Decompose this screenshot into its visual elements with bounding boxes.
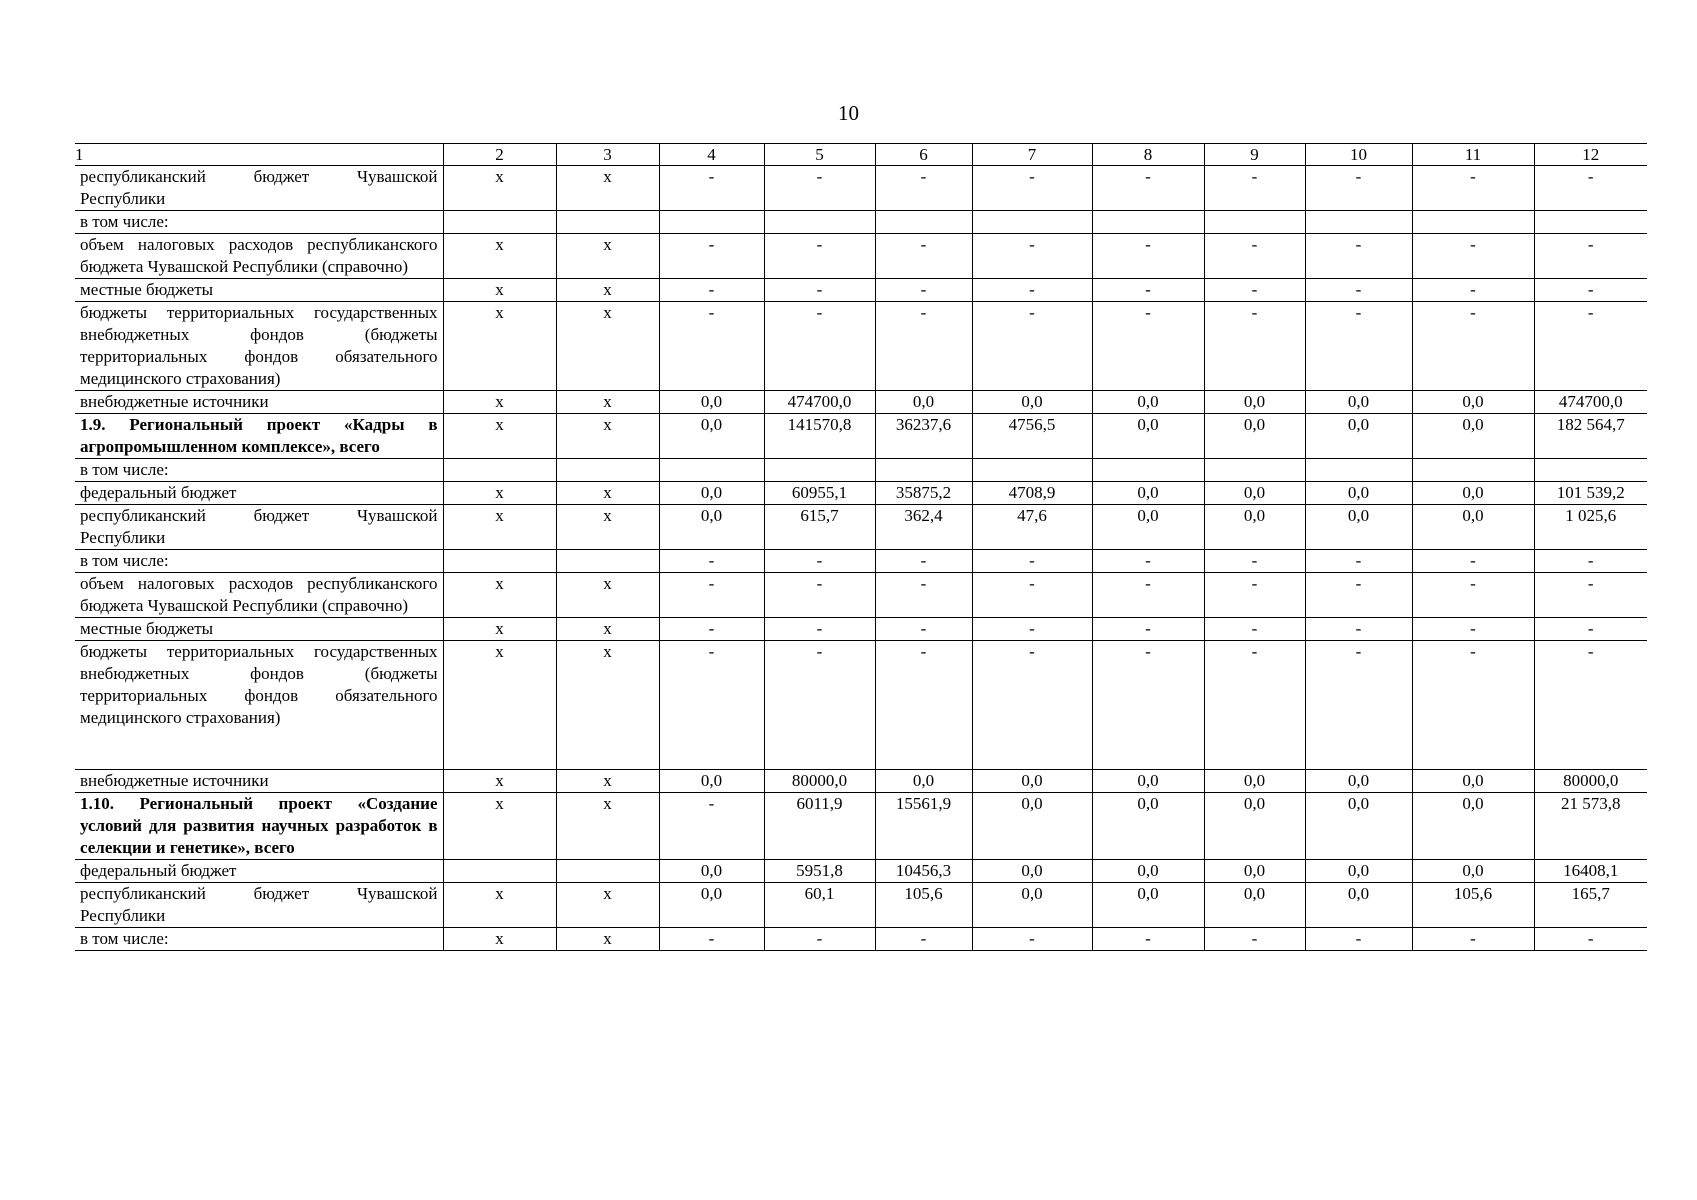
value-cell: -	[659, 641, 764, 770]
value-cell: 0,0	[1412, 482, 1534, 505]
value-cell	[1534, 211, 1647, 234]
value-cell: 0,0	[1412, 860, 1534, 883]
value-cell: 0,0	[659, 414, 764, 459]
value-cell	[764, 459, 875, 482]
value-cell: 35875,2	[875, 482, 972, 505]
value-cell: х	[556, 302, 659, 391]
value-cell: -	[764, 550, 875, 573]
value-cell: -	[972, 928, 1092, 951]
value-cell: -	[1092, 166, 1204, 211]
value-cell: х	[443, 414, 556, 459]
value-cell: -	[1204, 550, 1305, 573]
value-cell: -	[1305, 234, 1412, 279]
value-cell: -	[1412, 928, 1534, 951]
column-number-header: 6	[875, 144, 972, 166]
value-cell: -	[875, 302, 972, 391]
row-label: 1.9. Региональный проект «Кадры в агропромышленном комплексе», всего	[75, 414, 443, 459]
value-cell: -	[1412, 279, 1534, 302]
value-cell	[1305, 211, 1412, 234]
value-cell: -	[1204, 573, 1305, 618]
value-cell	[556, 550, 659, 573]
value-cell: -	[1412, 166, 1534, 211]
value-cell: -	[1092, 928, 1204, 951]
value-cell: -	[659, 234, 764, 279]
value-cell: 0,0	[659, 391, 764, 414]
column-number-header: 8	[1092, 144, 1204, 166]
value-cell: х	[556, 279, 659, 302]
value-cell: х	[556, 770, 659, 793]
value-cell: 21 573,8	[1534, 793, 1647, 860]
row-label: в том числе:	[75, 459, 443, 482]
value-cell: -	[764, 573, 875, 618]
row-label: республиканский бюджет Чувашской Республики	[75, 883, 443, 928]
value-cell: -	[659, 928, 764, 951]
value-cell: -	[1534, 641, 1647, 770]
value-cell: -	[1534, 573, 1647, 618]
row-label: республиканский бюджет Чувашской Республики	[75, 166, 443, 211]
value-cell: 0,0	[1412, 505, 1534, 550]
value-cell: -	[1534, 618, 1647, 641]
table-row	[75, 234, 1647, 279]
value-cell: х	[556, 414, 659, 459]
value-cell: -	[764, 166, 875, 211]
value-cell: 0,0	[1092, 860, 1204, 883]
row-label: внебюджетные источники	[75, 770, 443, 793]
value-cell: -	[1204, 234, 1305, 279]
budget-table	[75, 143, 1647, 951]
value-cell: х	[556, 793, 659, 860]
value-cell	[764, 211, 875, 234]
value-cell	[443, 211, 556, 234]
value-cell: 0,0	[1305, 505, 1412, 550]
value-cell: 0,0	[1092, 883, 1204, 928]
column-number-header: 7	[972, 144, 1092, 166]
value-cell	[1305, 459, 1412, 482]
value-cell: 165,7	[1534, 883, 1647, 928]
value-cell: -	[659, 166, 764, 211]
value-cell: -	[1534, 279, 1647, 302]
value-cell: 0,0	[1412, 391, 1534, 414]
value-cell: 105,6	[875, 883, 972, 928]
row-label: объем налоговых расходов республиканского бюджета Чувашской Республики (справочно)	[75, 234, 443, 279]
value-cell: 0,0	[1204, 505, 1305, 550]
value-cell: -	[875, 928, 972, 951]
value-cell: -	[1305, 166, 1412, 211]
value-cell: 0,0	[1092, 505, 1204, 550]
value-cell: 105,6	[1412, 883, 1534, 928]
value-cell: -	[972, 573, 1092, 618]
value-cell: -	[972, 279, 1092, 302]
value-cell: -	[1534, 234, 1647, 279]
value-cell: -	[1092, 618, 1204, 641]
table-row	[75, 793, 1647, 860]
value-cell: -	[1534, 550, 1647, 573]
value-cell: х	[556, 573, 659, 618]
value-cell: 0,0	[1092, 793, 1204, 860]
value-cell: -	[1305, 550, 1412, 573]
row-label: местные бюджеты	[75, 279, 443, 302]
value-cell: х	[443, 573, 556, 618]
value-cell: х	[556, 482, 659, 505]
value-cell: 47,6	[972, 505, 1092, 550]
value-cell: х	[556, 883, 659, 928]
value-cell: 0,0	[1412, 793, 1534, 860]
column-number-header: 10	[1305, 144, 1412, 166]
value-cell: -	[1092, 302, 1204, 391]
table-row	[75, 211, 1647, 234]
value-cell: -	[764, 302, 875, 391]
row-label: внебюджетные источники	[75, 391, 443, 414]
column-number-header: 12	[1534, 144, 1647, 166]
row-label: 1.10. Региональный проект «Создание условий для развития научных разработок в селекции и генетике», всего	[75, 793, 443, 860]
value-cell	[1534, 459, 1647, 482]
value-cell: -	[1204, 928, 1305, 951]
row-label: бюджеты территориальных государственных внебюджетных фондов (бюджеты территориальных фондов обязательного медицинского страхования)	[75, 302, 443, 391]
value-cell: х	[443, 391, 556, 414]
value-cell: -	[1305, 618, 1412, 641]
value-cell: -	[972, 618, 1092, 641]
value-cell: -	[875, 234, 972, 279]
row-label: объем налоговых расходов республиканского бюджета Чувашской Республики (справочно)	[75, 573, 443, 618]
column-number-header: 2	[443, 144, 556, 166]
value-cell: 0,0	[972, 860, 1092, 883]
value-cell: -	[875, 166, 972, 211]
value-cell: 0,0	[659, 482, 764, 505]
value-cell	[1092, 459, 1204, 482]
value-cell: -	[1305, 279, 1412, 302]
value-cell: -	[1412, 618, 1534, 641]
value-cell: 16408,1	[1534, 860, 1647, 883]
value-cell: -	[972, 166, 1092, 211]
value-cell: 10456,3	[875, 860, 972, 883]
value-cell: -	[1204, 279, 1305, 302]
value-cell: -	[764, 618, 875, 641]
value-cell: -	[1412, 234, 1534, 279]
table-row	[75, 279, 1647, 302]
value-cell: -	[875, 573, 972, 618]
value-cell: 474700,0	[764, 391, 875, 414]
value-cell: х	[556, 391, 659, 414]
value-cell: 0,0	[1204, 770, 1305, 793]
value-cell: 6011,9	[764, 793, 875, 860]
value-cell: -	[1534, 302, 1647, 391]
value-cell: х	[443, 482, 556, 505]
value-cell: х	[443, 641, 556, 770]
value-cell: -	[1412, 641, 1534, 770]
value-cell: 0,0	[972, 391, 1092, 414]
value-cell: -	[659, 618, 764, 641]
value-cell: -	[1534, 166, 1647, 211]
value-cell: -	[1305, 573, 1412, 618]
value-cell: -	[659, 279, 764, 302]
value-cell: -	[764, 928, 875, 951]
value-cell: -	[972, 302, 1092, 391]
value-cell: -	[875, 618, 972, 641]
value-cell: х	[443, 505, 556, 550]
value-cell: х	[443, 234, 556, 279]
value-cell	[875, 459, 972, 482]
value-cell: -	[659, 550, 764, 573]
table-row	[75, 770, 1647, 793]
value-cell: 0,0	[972, 793, 1092, 860]
value-cell: -	[1092, 279, 1204, 302]
value-cell: х	[443, 302, 556, 391]
value-cell: 1 025,6	[1534, 505, 1647, 550]
value-cell: 474700,0	[1534, 391, 1647, 414]
value-cell: 0,0	[659, 505, 764, 550]
value-cell: -	[1534, 928, 1647, 951]
value-cell: 0,0	[1204, 793, 1305, 860]
value-cell: х	[556, 234, 659, 279]
value-cell: 80000,0	[1534, 770, 1647, 793]
value-cell: -	[1092, 234, 1204, 279]
row-label: бюджеты территориальных государственных внебюджетных фондов (бюджеты территориальных фондов обязательного медицинского страхования)	[75, 641, 443, 770]
value-cell: -	[1204, 166, 1305, 211]
table-header-row	[75, 144, 1647, 166]
value-cell: -	[659, 302, 764, 391]
value-cell: -	[659, 573, 764, 618]
value-cell: 0,0	[659, 770, 764, 793]
column-number-header: 1	[75, 144, 443, 166]
page-number: 10	[838, 101, 859, 125]
table-row	[75, 573, 1647, 618]
table-row	[75, 883, 1647, 928]
value-cell: -	[972, 641, 1092, 770]
value-cell: 0,0	[1092, 482, 1204, 505]
column-number-header: 3	[556, 144, 659, 166]
value-cell: 0,0	[659, 860, 764, 883]
value-cell: 5951,8	[764, 860, 875, 883]
value-cell	[659, 459, 764, 482]
value-cell: х	[556, 505, 659, 550]
value-cell: 0,0	[875, 770, 972, 793]
value-cell: 0,0	[1092, 391, 1204, 414]
value-cell	[556, 860, 659, 883]
value-cell: -	[1092, 573, 1204, 618]
value-cell: 0,0	[1305, 770, 1412, 793]
value-cell	[443, 550, 556, 573]
value-cell: -	[1305, 928, 1412, 951]
row-label: федеральный бюджет	[75, 860, 443, 883]
value-cell: -	[875, 550, 972, 573]
value-cell: 0,0	[875, 391, 972, 414]
value-cell: 0,0	[1305, 482, 1412, 505]
value-cell: -	[1412, 302, 1534, 391]
value-cell: -	[875, 641, 972, 770]
value-cell: х	[443, 928, 556, 951]
value-cell: 141570,8	[764, 414, 875, 459]
value-cell: 0,0	[1305, 883, 1412, 928]
value-cell	[1204, 459, 1305, 482]
column-number-header: 4	[659, 144, 764, 166]
value-cell: 182 564,7	[1534, 414, 1647, 459]
value-cell: 0,0	[1092, 770, 1204, 793]
value-cell: 4756,5	[972, 414, 1092, 459]
row-label: в том числе:	[75, 211, 443, 234]
value-cell: х	[443, 770, 556, 793]
value-cell	[443, 860, 556, 883]
table-row	[75, 505, 1647, 550]
value-cell	[1412, 211, 1534, 234]
value-cell: -	[1412, 550, 1534, 573]
value-cell: 0,0	[1204, 482, 1305, 505]
value-cell: х	[443, 618, 556, 641]
value-cell	[1204, 211, 1305, 234]
row-label: федеральный бюджет	[75, 482, 443, 505]
value-cell	[1412, 459, 1534, 482]
value-cell: х	[443, 166, 556, 211]
value-cell: 60955,1	[764, 482, 875, 505]
value-cell: 0,0	[1092, 414, 1204, 459]
table-row	[75, 618, 1647, 641]
row-label: местные бюджеты	[75, 618, 443, 641]
table-row	[75, 166, 1647, 211]
table-row	[75, 860, 1647, 883]
table-row	[75, 302, 1647, 391]
value-cell	[972, 459, 1092, 482]
value-cell: х	[443, 279, 556, 302]
value-cell: 4708,9	[972, 482, 1092, 505]
value-cell: -	[1204, 618, 1305, 641]
value-cell	[972, 211, 1092, 234]
value-cell: 0,0	[972, 883, 1092, 928]
value-cell: 615,7	[764, 505, 875, 550]
value-cell	[556, 211, 659, 234]
value-cell	[556, 459, 659, 482]
value-cell: -	[1092, 550, 1204, 573]
value-cell: -	[1204, 302, 1305, 391]
value-cell	[443, 459, 556, 482]
value-cell	[659, 211, 764, 234]
value-cell: 15561,9	[875, 793, 972, 860]
value-cell: 0,0	[1412, 414, 1534, 459]
table-row	[75, 641, 1647, 770]
value-cell: х	[556, 641, 659, 770]
value-cell: 0,0	[1305, 793, 1412, 860]
value-cell: -	[764, 279, 875, 302]
value-cell: 0,0	[1305, 414, 1412, 459]
value-cell: -	[1305, 302, 1412, 391]
value-cell: 0,0	[1412, 770, 1534, 793]
value-cell: 80000,0	[764, 770, 875, 793]
value-cell: 0,0	[1204, 391, 1305, 414]
value-cell: -	[1412, 573, 1534, 618]
row-label: республиканский бюджет Чувашской Республики	[75, 505, 443, 550]
value-cell: 0,0	[972, 770, 1092, 793]
value-cell: -	[1092, 641, 1204, 770]
table-row	[75, 482, 1647, 505]
value-cell: 0,0	[659, 883, 764, 928]
value-cell: х	[556, 166, 659, 211]
value-cell: х	[443, 793, 556, 860]
value-cell: 0,0	[1305, 860, 1412, 883]
value-cell: -	[1305, 641, 1412, 770]
value-cell: -	[764, 234, 875, 279]
column-number-header: 11	[1412, 144, 1534, 166]
value-cell	[875, 211, 972, 234]
value-cell: -	[1204, 641, 1305, 770]
column-number-header: 9	[1204, 144, 1305, 166]
table-row	[75, 928, 1647, 951]
value-cell: 60,1	[764, 883, 875, 928]
value-cell: -	[659, 793, 764, 860]
value-cell: 362,4	[875, 505, 972, 550]
value-cell: 36237,6	[875, 414, 972, 459]
value-cell: 0,0	[1204, 414, 1305, 459]
value-cell	[1092, 211, 1204, 234]
value-cell: 101 539,2	[1534, 482, 1647, 505]
value-cell: 0,0	[1305, 391, 1412, 414]
row-label: в том числе:	[75, 928, 443, 951]
table-row	[75, 550, 1647, 573]
value-cell: -	[972, 550, 1092, 573]
value-cell: х	[556, 618, 659, 641]
table-row	[75, 459, 1647, 482]
value-cell: -	[875, 279, 972, 302]
column-number-header: 5	[764, 144, 875, 166]
value-cell: -	[972, 234, 1092, 279]
value-cell: 0,0	[1204, 860, 1305, 883]
value-cell: -	[764, 641, 875, 770]
table-row	[75, 414, 1647, 459]
value-cell: х	[443, 883, 556, 928]
value-cell: 0,0	[1204, 883, 1305, 928]
table-row	[75, 391, 1647, 414]
value-cell: х	[556, 928, 659, 951]
row-label: в том числе:	[75, 550, 443, 573]
